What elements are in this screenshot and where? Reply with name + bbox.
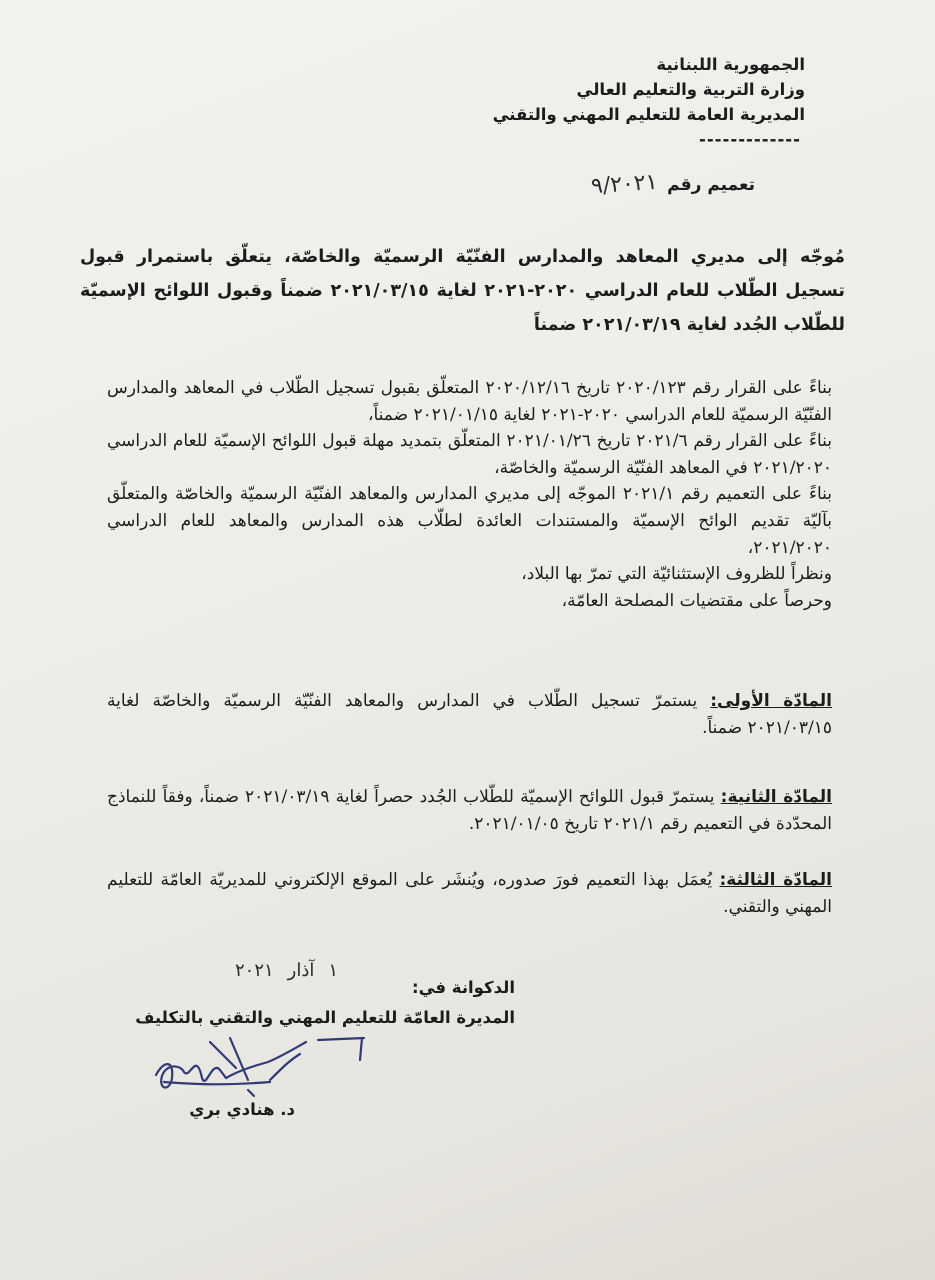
preamble-clause-2: بناءً على القرار رقم ٢٠٢١/٦ تاريخ ٢٠٢١/٠١/٢٦ المتعلّق بتمديد مهلة قبول اللوائح الإسميّة للعام الدراسي ٢٠٢١/٢٠٢٠ في المعاهد الفنّيّة الرسميّة والخاصّة، bbox=[107, 431, 832, 478]
signer-name: د. هنادي بري bbox=[189, 1100, 295, 1119]
article-3-title: المادّة الثالثة: bbox=[719, 870, 832, 890]
date-month: آذار bbox=[287, 960, 315, 981]
preamble-clause-5: وحرصاً على مقتضيات المصلحة العامّة، bbox=[561, 590, 832, 611]
circular-subject: مُوجّه إلى مديري المعاهد والمدارس الفنّيّة الرسميّة والخاصّة، يتعلّق باستمرار قبول تسجيل الطّلاب للعام الدراسي ٢٠٢٠-٢٠٢١ لغاية ٢٠٢١/٠٣/١٥ ضمناً وقبول اللوائح الإسميّة للطّلاب الجُدد لغاية ٢٠٢١/٠٣/١٩ ضمناً bbox=[80, 247, 845, 335]
circular-label: تعميم رقم bbox=[667, 174, 755, 195]
article-1-title: المادّة الأولى: bbox=[710, 691, 833, 711]
handwritten-date bbox=[235, 960, 338, 981]
letterhead-republic: الجمهورية اللبنانية bbox=[656, 55, 805, 74]
date-day: ١ bbox=[328, 960, 339, 981]
article-2 bbox=[107, 784, 832, 838]
article-2-title: المادّة الثانية: bbox=[720, 787, 832, 807]
article-1 bbox=[107, 688, 832, 742]
letterhead bbox=[385, 52, 805, 152]
letterhead-ministry: وزارة التربية والتعليم العالي bbox=[576, 80, 805, 99]
article-2-text: يستمرّ قبول اللوائح الإسميّة للطّلاب الجُدد حصراً لغاية ٢٠٢١/٠٣/١٩ ضمناً، وفقاً للنماذج المحدّدة في التعميم رقم ٢٠٢١/١ تاريخ ٢٠٢١/٠١/٠٥. bbox=[107, 787, 832, 834]
circular-number-handwritten: ٩/٢٠٢١ bbox=[589, 169, 658, 200]
article-1-text: يستمرّ تسجيل الطّلاب في المدارس والمعاهد الفنّيّة الرسميّة والخاصّة لغاية ٢٠٢١/٠٣/١٥ ضمناً. bbox=[107, 691, 832, 738]
handwritten-signature bbox=[150, 1020, 380, 1105]
preamble-clause-1: بناءً على القرار رقم ٢٠٢٠/١٢٣ تاريخ ٢٠٢٠/١٢/١٦ المتعلّق بقبول تسجيل الطّلاب في المعاهد والمدارس الفنّيّة الرسميّة للعام الدراسي ٢٠٢٠-٢٠٢١ لغاية ٢٠٢١/٠١/١٥ ضمناً، bbox=[107, 378, 832, 425]
article-3 bbox=[107, 867, 832, 921]
date-year: ٢٠٢١ bbox=[235, 960, 274, 981]
issued-place: الدكوانة في: bbox=[411, 978, 515, 997]
letterhead-divider: ------------- bbox=[698, 130, 801, 149]
preamble-clause-3: بناءً على التعميم رقم ٢٠٢١/١ الموجّه إلى مديري المدارس والمعاهد الفنّيّة الرسميّة والخاصّة والمتعلّق بآليّة تقديم الوائح الإسميّة والمستندات العائدة لطلّاب هذه المدارس والمعاهد للعام الدراسي ٢٠٢١/٢٠٢٠، bbox=[107, 484, 832, 558]
article-3-text: يُعمَل بهذا التعميم فورَ صدوره، ويُنشَر على الموقع الإلكتروني للمديريّة العامّة للتعليم المهني والتقني. bbox=[107, 870, 832, 917]
director-title: المديرة العامّة للتعليم المهني والتقني بالتكليف bbox=[135, 1008, 515, 1027]
letterhead-directorate: المديرية العامة للتعليم المهني والتقني bbox=[492, 105, 805, 124]
preamble-clause-4: ونظراً للظروف الإستثنائيّة التي تمرّ بها البلاد، bbox=[521, 564, 832, 585]
circular-number-line bbox=[589, 169, 755, 200]
preamble bbox=[107, 375, 832, 614]
